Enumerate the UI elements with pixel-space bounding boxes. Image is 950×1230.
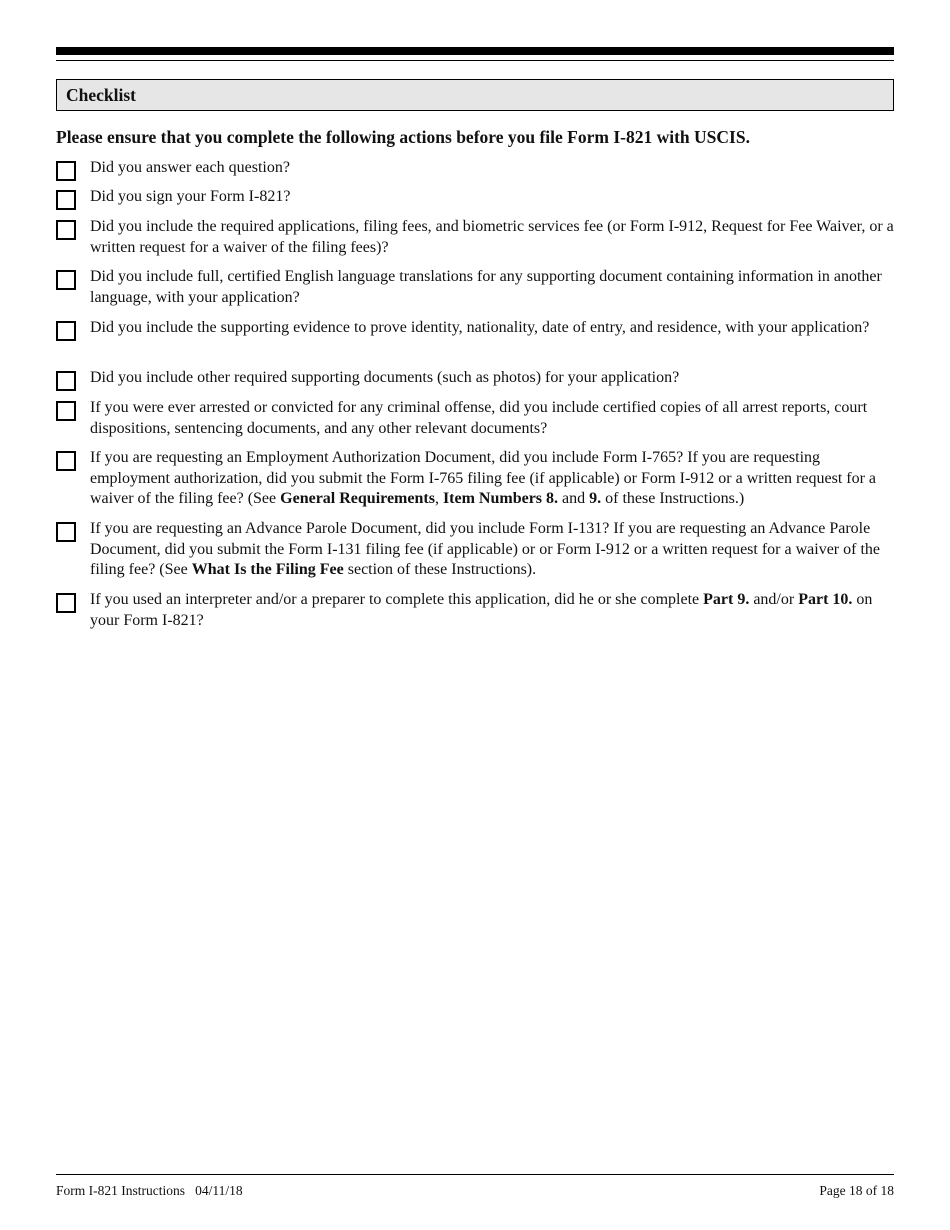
- checkbox[interactable]: [56, 593, 76, 613]
- footer-form-name: Form I-821 Instructions 04/11/18: [56, 1183, 243, 1198]
- checkbox[interactable]: [56, 321, 76, 341]
- checklist-item-text: Did you answer each question?: [90, 159, 290, 176]
- checkbox[interactable]: [56, 161, 76, 181]
- checkbox[interactable]: [56, 371, 76, 391]
- checklist-item-text: Did you include other required supporting documents (such as photos) for your application?: [90, 369, 680, 386]
- checkbox[interactable]: [56, 451, 76, 471]
- checklist-item-text: If you were ever arrested or convicted for any criminal offense, did you include certified copies of all arrest reports, court dispositions, sentencing documents, and any other relevant documents?: [90, 399, 868, 437]
- checklist-item-text: If you are requesting an Employment Authorization Document, did you include Form I-765? If you are requesting employment authorization, did you submit the Form I-765 filing fee (if applicable) or Form I-912 or a written request for a waiver of the filing fee? (See General Requirements, Item Numbers 8. and 9. of these Instructions.): [90, 449, 877, 507]
- section-title: Checklist: [66, 85, 136, 105]
- footer-page-number: Page 18 of 18: [819, 1183, 894, 1198]
- footer-rule: [56, 1174, 894, 1175]
- checkbox[interactable]: [56, 522, 76, 542]
- checkbox[interactable]: [56, 220, 76, 240]
- checklist-item-text: If you used an interpreter and/or a preparer to complete this application, did he or she complete Part 9. and/or Part 10. on your Form I-821?: [90, 591, 873, 629]
- checkbox[interactable]: [56, 401, 76, 421]
- checkbox[interactable]: [56, 270, 76, 290]
- checkbox[interactable]: [56, 190, 76, 210]
- checklist-intro: Please ensure that you complete the following actions before you file Form I-821 with USCIS.: [56, 127, 750, 147]
- checklist-item-text: Did you include full, certified English language translations for any supporting document containing information in another language, with your application?: [90, 268, 882, 306]
- checklist-item-text: Did you include the supporting evidence to prove identity, nationality, date of entry, and residence, with your application?: [90, 319, 870, 336]
- checklist-item-text: Did you sign your Form I-821?: [90, 188, 291, 205]
- checklist-item-text: If you are requesting an Advance Parole Document, did you include Form I-131? If you are requesting an Advance Parole Document, did you submit the Form I-131 filing fee (if applicable) or or Form I-912 or a written request for a waiver of the filing fee? (See What Is the Filing Fee section of these Instructions).: [90, 520, 880, 578]
- checklist-item-text: Did you include the required applications, filing fees, and biometric services fee (or Form I-912, Request for Fee Waiver, or a written request for a waiver of the filing fees)?: [90, 218, 894, 256]
